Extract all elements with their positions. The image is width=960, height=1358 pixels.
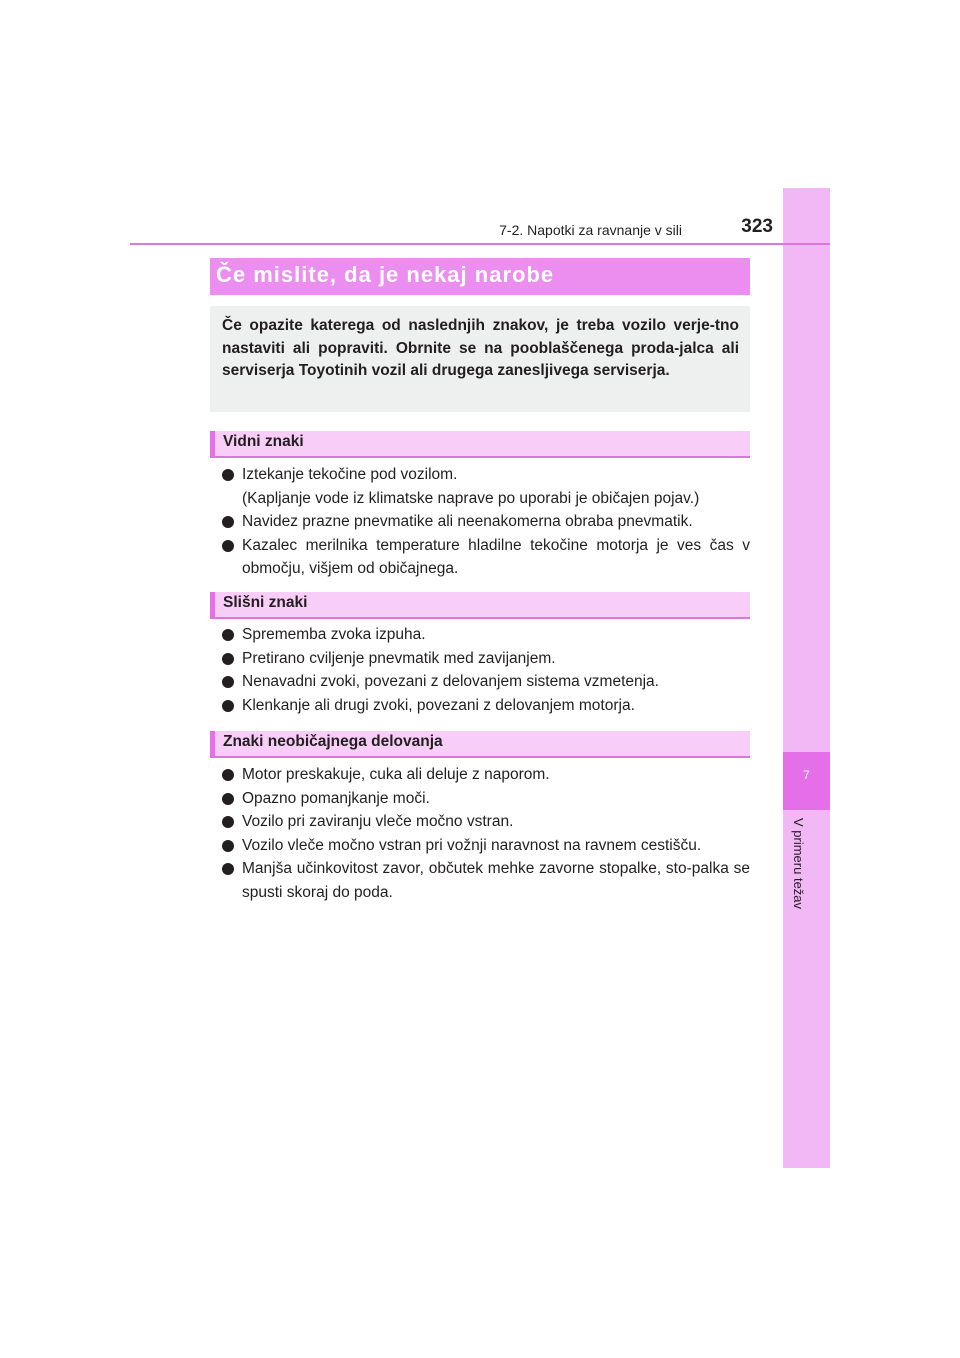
list-item-text: Pretirano cviljenje pnevmatik med zavijanjem. (242, 649, 556, 667)
bullet-icon (222, 700, 234, 712)
list-item (222, 857, 750, 904)
bullet-icon (222, 676, 234, 688)
bullet-list-operational-signs (222, 763, 750, 904)
list-item (222, 534, 750, 581)
bullet-icon (222, 516, 234, 528)
list-item-text: Klenkanje ali drugi zvoki, povezani z delovanjem motorja. (242, 696, 635, 714)
intro-box (210, 306, 750, 412)
section-title: Slišni znaki (223, 594, 308, 611)
bullet-icon (222, 793, 234, 805)
list-item (222, 787, 750, 811)
list-item-text: Kazalec merilnika temperature hladilne tekočine motorja je ves čas v območju, višjem od običajnega. (242, 536, 750, 577)
page-title-bar (210, 258, 750, 295)
intro-text: Če opazite katerega od naslednjih znakov, je treba vozilo verje-tno nastaviti ali popraviti. Obrnite se na pooblaščenega proda-jalca ali serviserja Toyotinih vozil ali drugega zanesljivega serviserja. (222, 317, 739, 379)
header-section-title: 7-2. Napotki za ravnanje v sili (499, 222, 682, 238)
chapter-label: V primeru težav (791, 818, 806, 910)
list-item-text: Nenavadni zvoki, povezani z delovanjem sistema vzmetenja. (242, 673, 659, 690)
page-number: 323 (741, 216, 773, 237)
section-header-operational-signs (210, 731, 750, 758)
bullet-list-audible-signs (222, 623, 750, 717)
list-item-text: Sprememba zvoka izpuha. (242, 626, 426, 643)
bullet-icon (222, 629, 234, 641)
list-item (222, 510, 750, 534)
bullet-icon (222, 469, 234, 481)
list-item-text: Vozilo pri zaviranju vleče močno vstran. (242, 813, 514, 830)
section-header-visual-signs (210, 431, 750, 458)
header-rule (130, 243, 830, 245)
list-item-text: Opazno pomanjkanje moči. (242, 789, 430, 807)
chapter-side-tab (783, 188, 830, 1168)
bullet-icon (222, 769, 234, 781)
section-header-audible-signs (210, 592, 750, 619)
list-item-text: Navidez prazne pnevmatike ali neenakomerna obraba pnevmatik. (242, 513, 693, 530)
chapter-number: 7 (803, 768, 810, 782)
list-item (222, 834, 750, 858)
list-item (222, 810, 750, 834)
section-title: Znaki neobičajnega delovanja (223, 733, 443, 750)
list-item (222, 623, 750, 647)
page-title: Če mislite, da je nekaj narobe (216, 262, 555, 287)
list-item (222, 763, 750, 787)
list-item (222, 670, 750, 694)
list-item (222, 647, 750, 671)
bullet-list-visual-signs (222, 463, 750, 581)
list-item-subtext: (Kapljanje vode iz klimatske naprave po uporabi je običajen pojav.) (242, 489, 700, 507)
bullet-icon (222, 816, 234, 828)
section-title: Vidni znaki (223, 433, 304, 450)
list-item (222, 463, 750, 510)
bullet-icon (222, 653, 234, 665)
list-item-text: Motor preskakuje, cuka ali deluje z naporom. (242, 766, 550, 783)
bullet-icon (222, 840, 234, 852)
list-item-text: Manjša učinkovitost zavor, občutek mehke zavorne stopalke, sto-palka se spusti skoraj do poda. (242, 860, 750, 901)
list-item-text: Iztekanje tekočine pod vozilom. (242, 466, 458, 483)
list-item-text: Vozilo vleče močno vstran pri vožnji naravnost na ravnem cestišču. (242, 836, 702, 854)
list-item (222, 694, 750, 718)
bullet-icon (222, 863, 234, 875)
bullet-icon (222, 540, 234, 552)
